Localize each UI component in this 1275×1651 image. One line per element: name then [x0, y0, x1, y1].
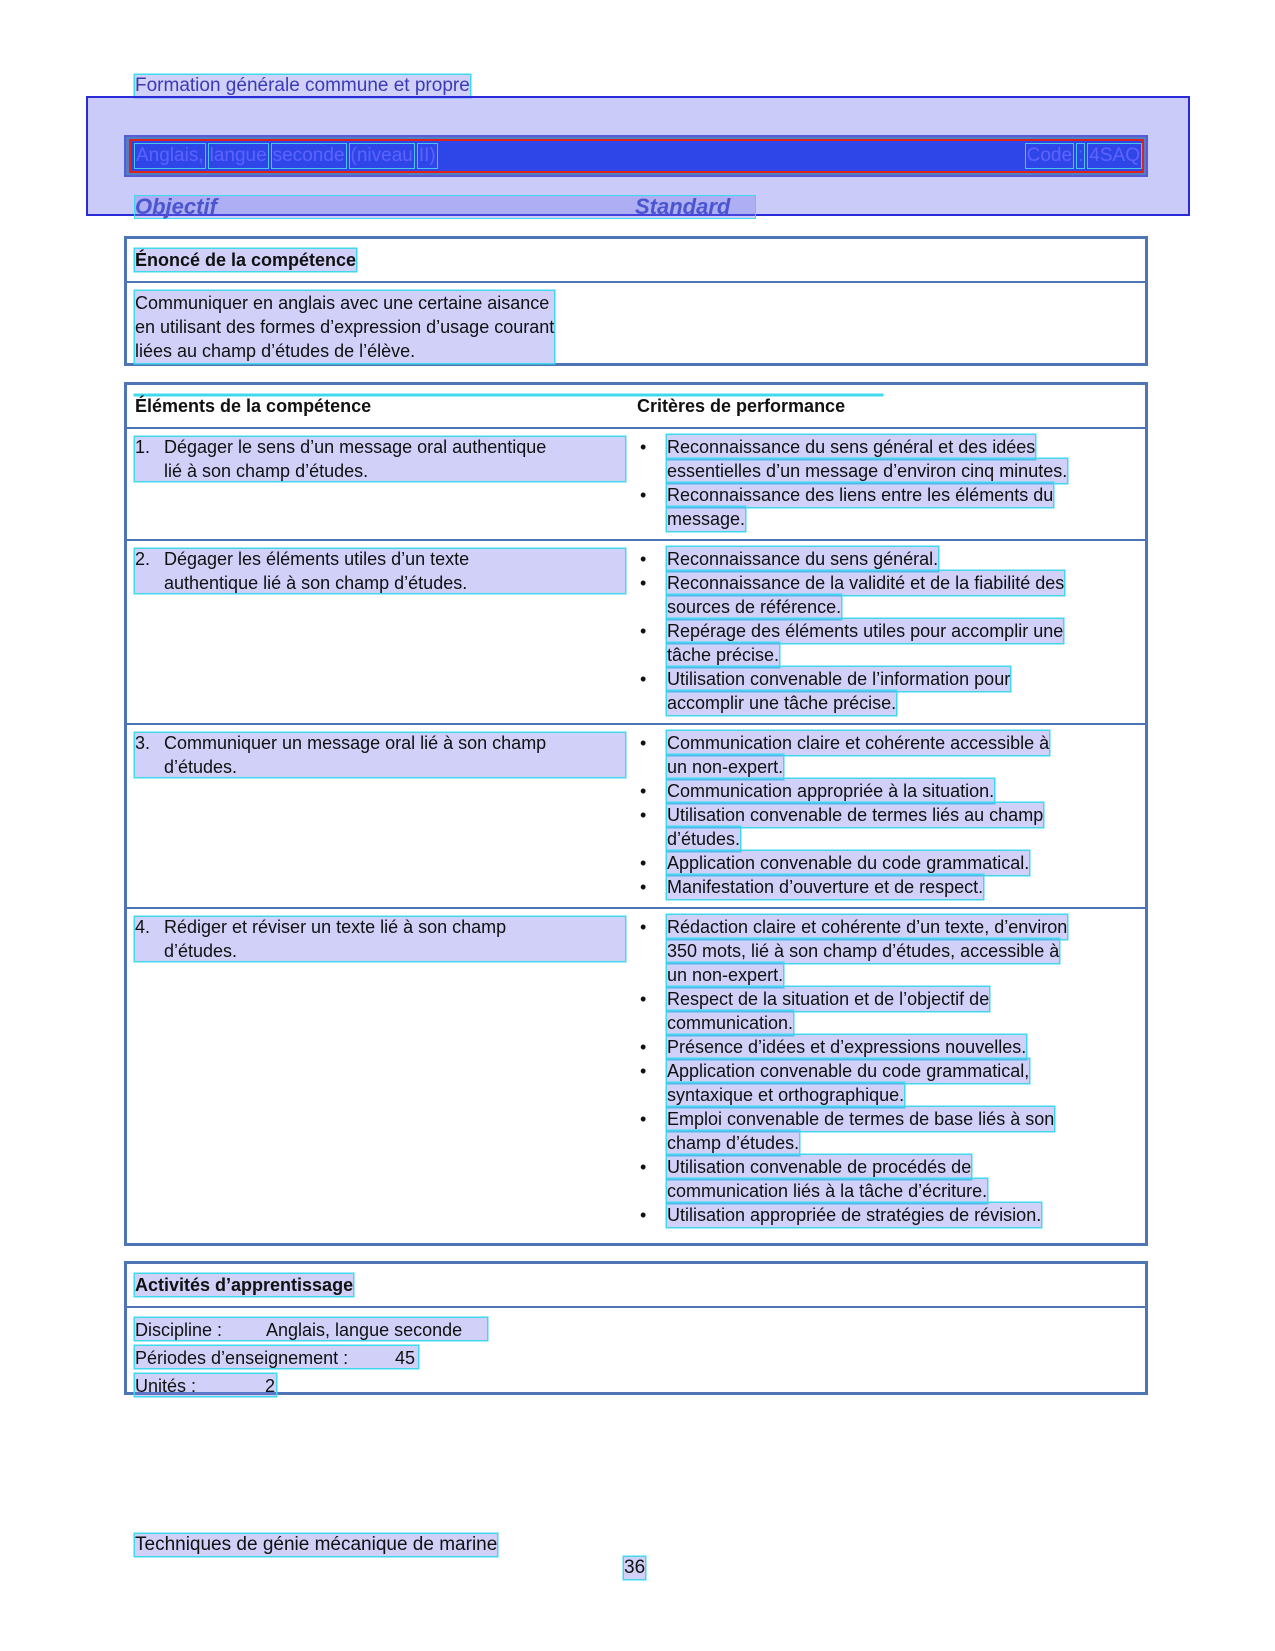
units-line: [135, 1374, 276, 1396]
criteria-text-line: Présence d’idées et d’expressions nouvelles.: [667, 1037, 1027, 1057]
criteria-text-line: Reconnaissance du sens général.: [667, 549, 939, 569]
criteria-item: [637, 915, 1127, 987]
competence-statement-box: [124, 236, 1148, 366]
element-text-line: d’études.: [164, 941, 238, 961]
bullet-icon: •: [640, 877, 647, 897]
performance-criteria-list: [637, 547, 1127, 715]
periods-value: 45: [395, 1348, 416, 1368]
objective-standard-row: [135, 196, 755, 218]
learning-activities-title: Activités d’apprentissage: [135, 1275, 354, 1295]
competence-statement-body: [127, 283, 1145, 363]
bullet-icon: •: [640, 1037, 647, 1057]
table-row: [127, 539, 1145, 723]
criteria-item: [637, 1035, 1127, 1059]
course-title: [135, 144, 441, 168]
criteria-item: [637, 987, 1127, 1035]
criteria-text-line: Utilisation appropriée de stratégies de révision.: [667, 1205, 1042, 1225]
criteria-item: [637, 547, 1127, 571]
course-code-colon: :: [1078, 145, 1084, 166]
criteria-text-line: message.: [667, 509, 746, 529]
document-section-title: Formation générale commune et propre: [135, 75, 470, 96]
bullet-icon: •: [640, 805, 647, 825]
elements-column-header: Éléments de la compétence: [135, 396, 372, 416]
table-header-row: [127, 385, 1145, 429]
course-code: [1026, 144, 1141, 168]
element-number: 4.: [135, 917, 151, 937]
objective-label: Objectif: [135, 194, 217, 219]
element-text-line: lié à son champ d’études.: [164, 461, 369, 481]
bullet-icon: •: [640, 733, 647, 753]
element-text-line: Dégager les éléments utiles d’un texte: [164, 549, 470, 569]
criteria-item: [637, 619, 1127, 667]
criteria-text-line: Application convenable du code grammatical,: [667, 1061, 1030, 1081]
bullet-icon: •: [640, 549, 647, 569]
criteria-item: [637, 435, 1127, 483]
discipline-line: [135, 1318, 487, 1340]
course-code-value: 4SAQ: [1089, 145, 1140, 166]
bullet-icon: •: [640, 781, 647, 801]
criteria-text-line: un non-expert.: [667, 965, 784, 985]
page-number: 36: [624, 1557, 646, 1578]
criteria-text-line: sources de référence.: [667, 597, 842, 617]
units-value: 2: [265, 1376, 276, 1396]
bullet-icon: •: [640, 1205, 647, 1225]
element-number: 3.: [135, 733, 151, 753]
criteria-text-line: champ d’études.: [667, 1133, 800, 1153]
bullet-icon: •: [640, 621, 647, 641]
bullet-icon: •: [640, 1109, 647, 1129]
elements-criteria-table: [124, 382, 1148, 1246]
criteria-text-line: Utilisation convenable de procédés de: [667, 1157, 972, 1177]
criteria-item: [637, 667, 1127, 715]
element-text-line: Rédiger et réviser un texte lié à son champ: [164, 917, 507, 937]
competence-element: [135, 435, 640, 483]
element-number: 2.: [135, 549, 151, 569]
element-number: 1.: [135, 437, 151, 457]
criteria-text-line: 350 mots, lié à son champ d’études, accessible à: [667, 941, 1060, 961]
criteria-text-line: Manifestation d’ouverture et de respect.: [667, 877, 984, 897]
element-text-line: d’études.: [164, 757, 238, 777]
criteria-item: [637, 731, 1127, 779]
criteria-text-line: essentielles d’un message d’environ cinq minutes.: [667, 461, 1068, 481]
learning-activities-box: [124, 1261, 1148, 1395]
element-text-line: Dégager le sens d’un message oral authentique: [164, 437, 547, 457]
competence-element: [135, 547, 640, 595]
criteria-item: [637, 779, 1127, 803]
discipline-label: Discipline :: [135, 1320, 223, 1340]
criteria-item: [637, 483, 1127, 531]
bullet-icon: •: [640, 437, 647, 457]
units-label: Unités :: [135, 1376, 197, 1396]
performance-criteria-list: [637, 915, 1127, 1227]
criteria-text-line: Repérage des éléments utiles pour accomplir une: [667, 621, 1064, 641]
criteria-text-line: accomplir une tâche précise.: [667, 693, 897, 713]
criteria-text-line: Communication appropriée à la situation.: [667, 781, 995, 801]
criteria-item: [637, 1155, 1127, 1203]
criteria-text-line: Emploi convenable de termes de base liés à son: [667, 1109, 1055, 1129]
competence-line: Communiquer en anglais avec une certaine aisance: [135, 293, 550, 313]
element-text-line: authentique lié à son champ d’études.: [164, 573, 468, 593]
bullet-icon: •: [640, 1061, 647, 1081]
competence-statement-title: Énoncé de la compétence: [135, 250, 357, 270]
criteria-column-header: Critères de performance: [637, 396, 846, 416]
table-row: [127, 907, 1145, 1235]
bullet-icon: •: [640, 573, 647, 593]
criteria-text-line: Respect de la situation et de l’objectif de: [667, 989, 990, 1009]
bullet-icon: •: [640, 989, 647, 1009]
competence-line: en utilisant des formes d’expression d’usage courant: [135, 317, 555, 337]
competence-statement-header: [127, 239, 1145, 283]
criteria-text-line: communication liés à la tâche d’écriture.: [667, 1181, 988, 1201]
bullet-icon: •: [640, 1157, 647, 1177]
criteria-item: [637, 875, 1127, 899]
criteria-text-line: d’études.: [667, 829, 741, 849]
competence-statement-text: [135, 291, 554, 363]
criteria-text-line: Reconnaissance de la validité et de la fiabilité des: [667, 573, 1065, 593]
course-title-word: seconde: [272, 145, 345, 166]
course-title-word: II): [418, 145, 436, 166]
course-code-label: Code: [1026, 145, 1073, 166]
competence-element: [135, 915, 640, 963]
performance-criteria-list: [637, 731, 1127, 899]
criteria-item: [637, 571, 1127, 619]
criteria-text-line: communication.: [667, 1013, 794, 1033]
criteria-text-line: tâche précise.: [667, 645, 780, 665]
criteria-item: [637, 851, 1127, 875]
periods-label: Périodes d’enseignement :: [135, 1348, 349, 1368]
criteria-text-line: Reconnaissance du sens général et des idées: [667, 437, 1036, 457]
performance-criteria-list: [637, 435, 1127, 531]
criteria-text-line: syntaxique et orthographique.: [667, 1085, 905, 1105]
bullet-icon: •: [640, 485, 647, 505]
element-text-line: Communiquer un message oral lié à son champ: [164, 733, 547, 753]
discipline-value: Anglais, langue seconde: [266, 1320, 463, 1340]
criteria-item: [637, 803, 1127, 851]
periods-line: [135, 1346, 418, 1368]
criteria-item: [637, 1107, 1127, 1155]
table-body: [127, 429, 1145, 1235]
competence-line: liées au champ d’études de l’élève.: [135, 341, 416, 361]
course-title-word: (niveau: [350, 145, 413, 166]
bullet-icon: •: [640, 917, 647, 937]
table-row: [127, 723, 1145, 907]
criteria-text-line: Communication claire et cohérente accessible à: [667, 733, 1050, 753]
criteria-text-line: un non-expert.: [667, 757, 784, 777]
table-row: [127, 429, 1145, 539]
standard-label: Standard: [635, 194, 731, 219]
criteria-item: [637, 1203, 1127, 1227]
criteria-text-line: Reconnaissance des liens entre les éléments du: [667, 485, 1054, 505]
course-title-word: Anglais,: [136, 145, 204, 166]
footer-program-name: Techniques de génie mécanique de marine: [135, 1534, 498, 1555]
criteria-text-line: Application convenable du code grammatical.: [667, 853, 1030, 873]
learning-activities-header: [127, 1264, 1145, 1308]
course-title-word: langue: [209, 145, 267, 166]
criteria-item: [637, 1059, 1127, 1107]
criteria-text-line: Utilisation convenable de l’information pour: [667, 669, 1011, 689]
bullet-icon: •: [640, 669, 647, 689]
criteria-text-line: Rédaction claire et cohérente d’un texte, d’environ: [667, 917, 1068, 937]
competence-element: [135, 731, 640, 779]
bullet-icon: •: [640, 853, 647, 873]
criteria-text-line: Utilisation convenable de termes liés au champ: [667, 805, 1044, 825]
